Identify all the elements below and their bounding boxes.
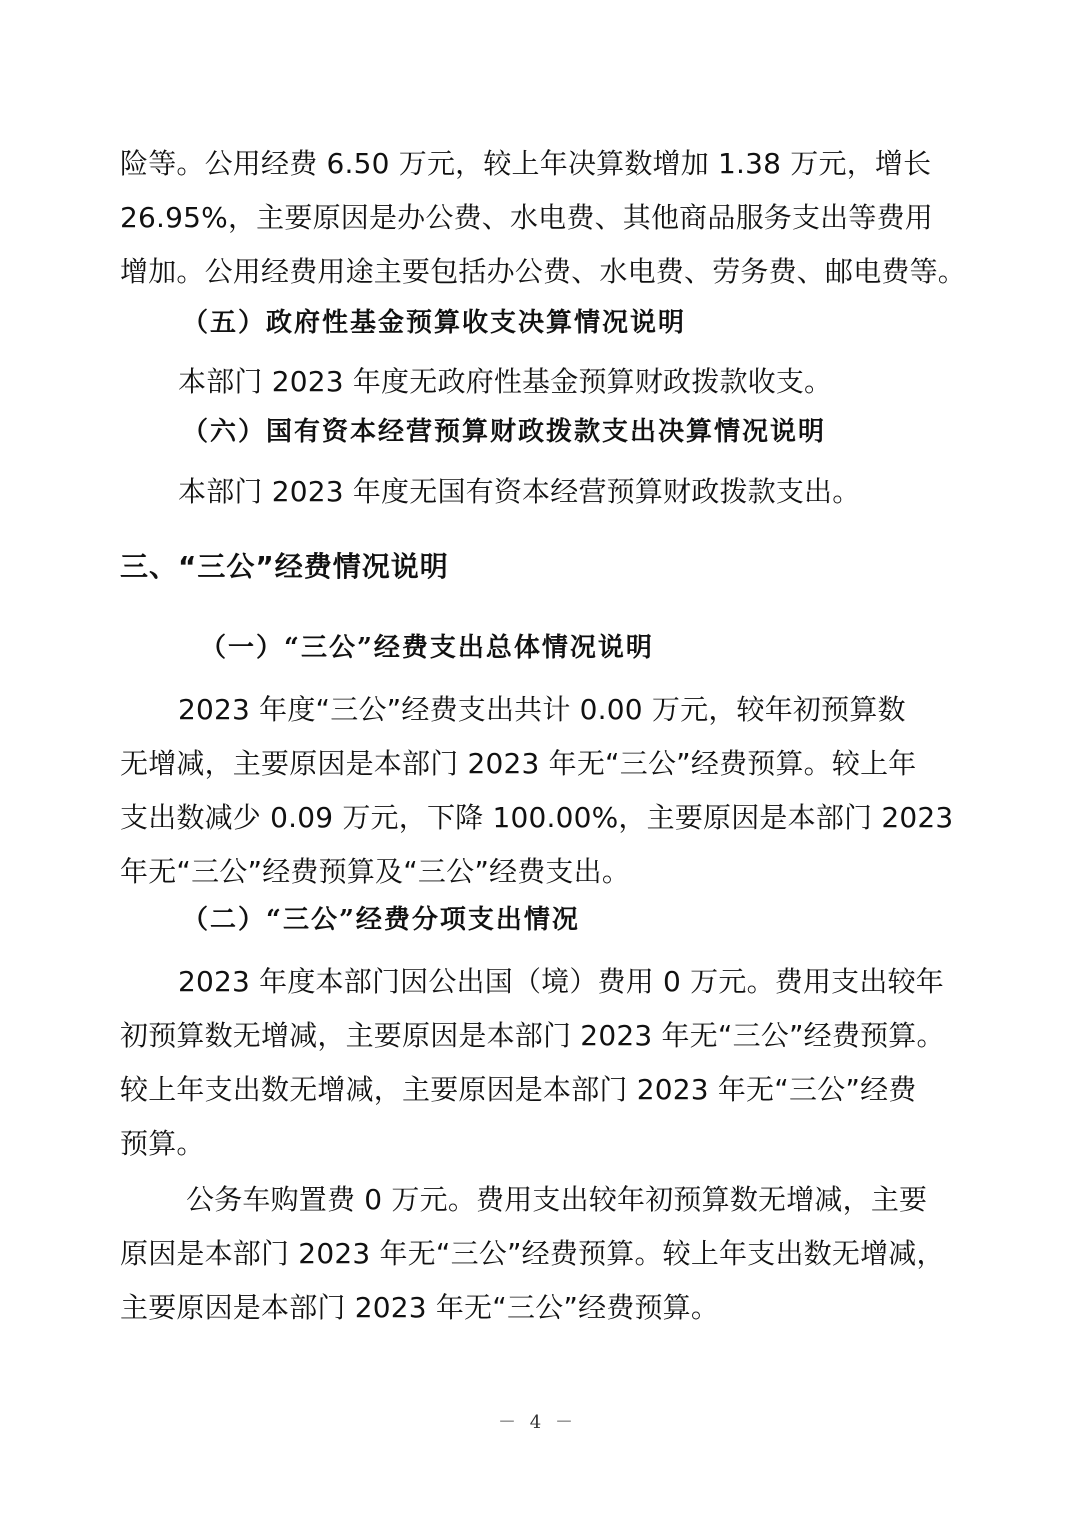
- paragraph-line: 原因是本部门 2023 年无“三公”经费预算。较上年支出数无增减，: [120, 1237, 945, 1270]
- subsection-heading-1: （一）“三公”经费支出总体情况说明: [200, 633, 654, 663]
- paragraph-line: 本部门 2023 年度无政府性基金预算财政拨款收支。: [178, 365, 833, 398]
- paragraph-line: 主要原因是本部门 2023 年无“三公”经费预算。: [120, 1291, 720, 1324]
- paragraph-line: 预算。: [120, 1127, 205, 1160]
- paragraph-line: 初预算数无增减，主要原因是本部门 2023 年无“三公”经费预算。: [120, 1019, 945, 1052]
- paragraph-line: 较上年支出数无增减，主要原因是本部门 2023 年无“三公”经费: [120, 1073, 917, 1106]
- paragraph-line: 公务车购置费 0 万元。费用支出较年初预算数无增减，主要: [186, 1183, 928, 1216]
- subsection-heading-2: （二）“三公”经费分项支出情况: [182, 905, 580, 935]
- paragraph-line: 险等。公用经费 6.50 万元，较上年决算数增加 1.38 万元，增长: [120, 147, 932, 180]
- section-heading-5: （五）政府性基金预算收支决算情况说明: [182, 308, 687, 338]
- paragraph-line: 2023 年度“三公”经费支出共计 0.00 万元，较年初预算数: [178, 693, 906, 726]
- paragraph-line: 26.95%，主要原因是办公费、水电费、其他商品服务支出等费用: [120, 201, 933, 234]
- paragraph-line: 本部门 2023 年度无国有资本经营预算财政拨款支出。: [178, 475, 861, 508]
- paragraph-line: 2023 年度本部门因公出国（境）费用 0 万元。费用支出较年: [178, 965, 944, 998]
- paragraph-line: 年无“三公”经费预算及“三公”经费支出。: [120, 855, 631, 888]
- page-number: － 4 －: [498, 1412, 577, 1433]
- chapter-heading-3: 三、“三公”经费情况说明: [120, 550, 449, 583]
- paragraph-line: 无增减，主要原因是本部门 2023 年无“三公”经费预算。较上年: [120, 747, 917, 780]
- paragraph-line: 增加。公用经费用途主要包括办公费、水电费、劳务费、邮电费等。: [120, 255, 967, 288]
- paragraph-line: 支出数减少 0.09 万元，下降 100.00%，主要原因是本部门 2023: [120, 801, 954, 834]
- section-heading-6: （六）国有资本经营预算财政拨款支出决算情况说明: [182, 417, 827, 447]
